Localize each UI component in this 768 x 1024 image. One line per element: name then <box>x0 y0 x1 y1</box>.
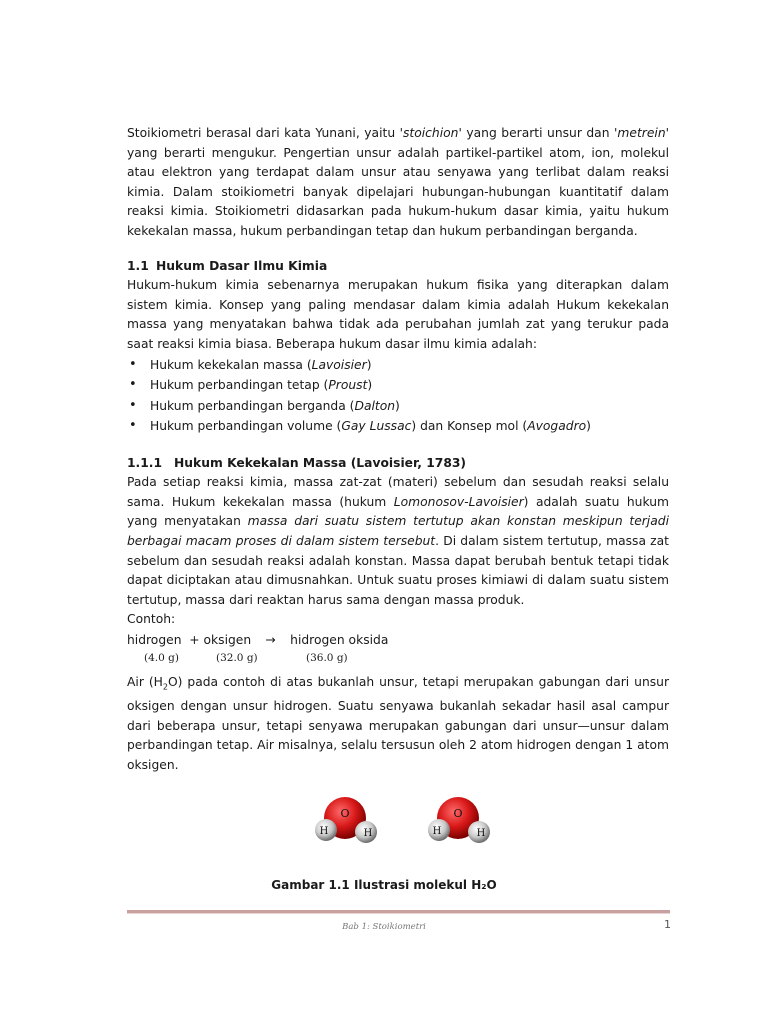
mass-product: (36.0 g) <box>306 651 348 664</box>
laws-list <box>127 355 669 437</box>
section2-paragraph: Pada setiap reaksi kimia, massa zat-zat (materi) sebelum dan sesudah reaksi selalu sama. Hukum kekekalan massa (hukum Lomonosov-Lavoisier) adalah suatu hukum yang menyatakan massa dari suatu sistem tertutup akan konstan meskipun terjadi berbagai macam proses di dalam sistem tersebut. Di dalam sistem tertutup, massa zat sebelum dan sesudah reaksi adalah konstan. Massa dapat berubah bentuk tetapi tidak dapat diciptakan atau dimusnahkan. Untuk suatu proses kimiawi di dalam suatu sistem tertutup, massa dari reaktan harus sama dengan massa produk. <box>127 475 669 607</box>
page-number: 1 <box>664 918 671 931</box>
term-stoichion: 'stoichion' <box>399 126 462 140</box>
molecule-2 <box>428 797 490 843</box>
hydrogen-label: H <box>363 828 373 839</box>
hydrogen-label: H <box>319 826 329 837</box>
arrow-icon: → <box>265 632 276 647</box>
water-molecule-illustration <box>312 795 512 855</box>
section1-paragraph: Hukum-hukum kimia sebenarnya merupakan hukum fisika yang diterapkan dalam sistem kimia. Konsep yang paling mendasar dalam kimia adalah Hukum kekekalan massa yang menyatakan bahwa tidak ada perubahan jumlah zat yang terukur pada saat reaksi kimia biasa. Beberapa hukum dasar ilmu kimia adalah: <box>127 278 669 351</box>
intro-text: Stoikiometri berasal dari kata Yunani, yaitu <box>127 126 400 140</box>
term-metrein: 'metrein' <box>614 126 669 140</box>
section-heading-1-1-1 <box>127 454 669 474</box>
contoh-label: Contoh: <box>127 612 176 627</box>
product: hidrogen oksida <box>290 632 389 647</box>
reactants: hidrogen + oksigen <box>127 632 252 647</box>
section-title: Hukum Dasar Ilmu Kimia <box>156 258 328 273</box>
hydrogen-label: H <box>476 828 486 839</box>
water-molecule-figure <box>312 795 512 855</box>
molecule-1 <box>315 797 377 843</box>
section-title: Hukum Kekekalan Massa (Lavoisier, 1783) <box>174 455 467 470</box>
section-number: 1.1.1 <box>127 455 163 470</box>
figure-caption: Gambar 1.1 Ilustrasi molekul H₂O <box>271 878 497 892</box>
water-paragraph: Air $(H_2O)$ pada contoh di atas bukanlah unsur, tetapi merupakan gabungan dari unsur oksigen dengan unsur hidrogen. Suatu senyawa bukanlah sekadar hasil asal campur dari beberapa unsur, tetapi senyawa merupakan gabungan dari unsur—unsur dalam perbandingan tetap. Air misalnya, selalu tersusun oleh 2 atom hidrogen dengan 1 atom oksigen. <box>127 674 669 772</box>
intro-text: yang berarti unsur dan <box>461 126 615 140</box>
reaction-equation <box>127 630 669 650</box>
intro-paragraph <box>127 124 669 242</box>
section-heading-1-1 <box>127 257 669 277</box>
list-item: • Hukum kekekalan massa (Lavoisier) <box>127 355 669 376</box>
mass-hydrogen: (4.0 g) <box>144 651 179 664</box>
reaction-masses <box>127 650 669 667</box>
list-item: • Hukum perbandingan volume (Gay Lussac) dan Konsep mol (Avogadro) <box>127 416 669 437</box>
hydrogen-label: H <box>432 826 442 837</box>
oxygen-label: O <box>453 807 463 820</box>
section-number: 1.1 <box>127 258 149 273</box>
intro-text: yang berarti mengukur. Pengertian unsur adalah partikel-partikel atom, ion, molekul atau elektron yang terdapat dalam unsur atau senyawa yang terlibat dalam reaksi kimia. Dalam stoikiometri banyak dipelajari hubungan-hubungan kuantitatif dalam reaksi kimia. Stoikiometri didasarkan pada hukum-hukum dasar kimia, yaitu hukum kekekalan massa, hukum perbandingan tetap dan hukum perbandingan berganda. <box>127 145 669 238</box>
oxygen-label: O <box>340 807 350 820</box>
mass-oxygen: (32.0 g) <box>216 651 258 664</box>
footer-rule <box>127 910 670 914</box>
list-item: • Hukum perbandingan tetap (Proust) <box>127 375 669 396</box>
document-body <box>127 124 669 775</box>
footer-chapter: Bab 1: Stoikiometri <box>342 922 426 932</box>
list-item: • Hukum perbandingan berganda (Dalton) <box>127 396 669 417</box>
